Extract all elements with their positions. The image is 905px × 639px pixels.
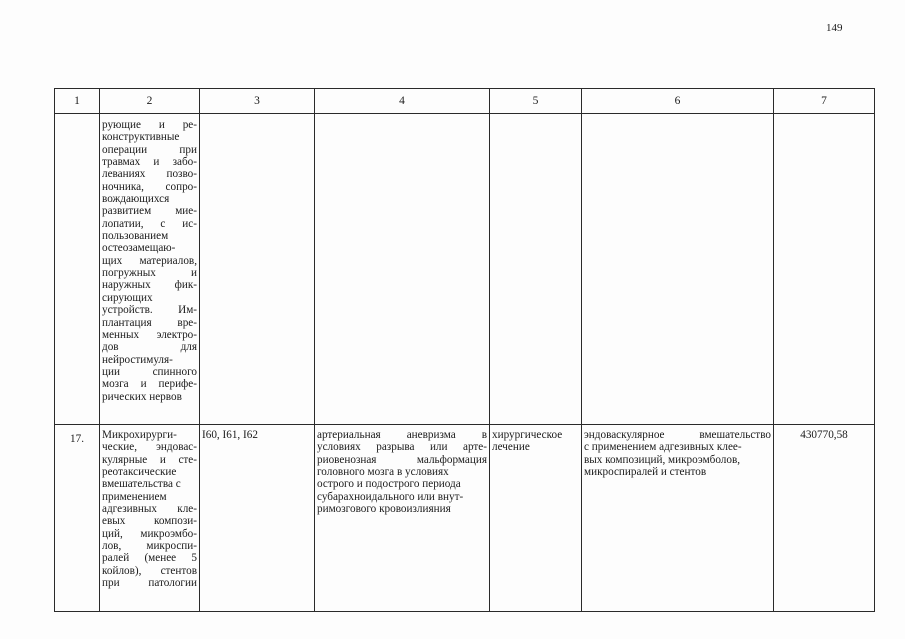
text-line: дов для bbox=[102, 341, 197, 354]
text-line: микроспиралей и стентов bbox=[584, 466, 707, 479]
text-line: ции спинного bbox=[102, 365, 197, 378]
treatment-method-cell bbox=[582, 425, 774, 612]
text-line: применением bbox=[102, 490, 167, 503]
row-number-cell bbox=[55, 114, 100, 425]
text-line: евых компози- bbox=[102, 515, 197, 528]
text-line: развитием мие- bbox=[102, 205, 197, 218]
text-line: щих материалов, bbox=[102, 254, 197, 267]
treatment-type-cell bbox=[490, 425, 582, 612]
text-line: погружных и bbox=[102, 267, 197, 280]
text-line: койлов), стентов bbox=[102, 564, 197, 577]
intervention-description-cell bbox=[100, 114, 200, 425]
text-line: лечение bbox=[492, 441, 530, 454]
column-number-4: 4 bbox=[315, 89, 490, 114]
table-header-row bbox=[55, 89, 875, 114]
table-row-17 bbox=[55, 425, 875, 612]
text-line: артериальная аневризма в bbox=[317, 429, 487, 441]
page-number: 149 bbox=[826, 22, 843, 34]
text-line: операции при bbox=[102, 143, 197, 156]
text-line: эндоваскулярное вмешательство bbox=[584, 429, 771, 441]
text-line: острого и подострого периода bbox=[317, 478, 461, 491]
text-line: адгезивных кле- bbox=[102, 503, 197, 516]
text-line: при патологии bbox=[102, 577, 197, 590]
text-line: кулярные и сте- bbox=[102, 453, 197, 466]
text-line: нейростимуля- bbox=[102, 353, 173, 366]
text-line: субарахноидального или внут- bbox=[317, 490, 464, 503]
text-line: плантация вре- bbox=[102, 316, 197, 329]
cost-cell bbox=[774, 114, 875, 425]
text-line: лопатии, с ис- bbox=[102, 217, 197, 230]
text-line: остеозамещаю- bbox=[102, 242, 176, 255]
column-number-7: 7 bbox=[774, 89, 875, 114]
intervention-description-cell bbox=[100, 425, 200, 612]
text-line: рических нервов bbox=[102, 390, 182, 403]
text-line: леваниях позво- bbox=[102, 168, 197, 181]
text-line: вмешательства с bbox=[102, 478, 181, 491]
diagnosis-codes-cell bbox=[200, 114, 315, 425]
text-line: ночника, сопро- bbox=[102, 180, 197, 193]
text-line: менных электро- bbox=[102, 328, 197, 341]
row-number-cell: 17. bbox=[55, 425, 100, 612]
text-line: лов, микроспи- bbox=[102, 540, 197, 553]
text-line: травмах и забо- bbox=[102, 156, 197, 169]
text-line: римозгового кровоизлияния bbox=[317, 503, 451, 516]
text-line: ралей (менее 5 bbox=[102, 552, 197, 565]
text-line: наружных фик- bbox=[102, 279, 197, 292]
column-number-5: 5 bbox=[490, 89, 582, 114]
treatment-type-cell bbox=[490, 114, 582, 425]
column-number-6: 6 bbox=[582, 89, 774, 114]
text-line: сирующих bbox=[102, 291, 153, 304]
text-line: рующие и ре- bbox=[102, 119, 197, 131]
diagnosis-codes-cell: I60, I61, I62 bbox=[200, 425, 315, 612]
text-line: ческие, эндовас- bbox=[102, 441, 197, 454]
treatment-method-cell bbox=[582, 114, 774, 425]
text-line: устройств. Им- bbox=[102, 304, 197, 317]
text-line: реотаксические bbox=[102, 466, 177, 479]
text-line: риовенозная мальформация bbox=[317, 453, 487, 466]
medical-services-table bbox=[54, 88, 875, 612]
text-line: с применением адгезивных клее- bbox=[584, 441, 742, 454]
text-line: Микрохирурги- bbox=[102, 429, 177, 441]
column-number-1: 1 bbox=[55, 89, 100, 114]
text-line: пользованием bbox=[102, 230, 169, 243]
text-line: конструктивные bbox=[102, 131, 180, 144]
patient-model-cell bbox=[315, 425, 490, 612]
patient-model-cell bbox=[315, 114, 490, 425]
text-line: головного мозга в условиях bbox=[317, 466, 449, 479]
text-line: хирургическое bbox=[492, 429, 563, 441]
column-number-2: 2 bbox=[100, 89, 200, 114]
text-line: вождающихся bbox=[102, 193, 170, 206]
text-line: вых композиций, микроэмболов, bbox=[584, 453, 741, 466]
column-number-3: 3 bbox=[200, 89, 315, 114]
table-row-continuation bbox=[55, 114, 875, 425]
text-line: мозга и перифе- bbox=[102, 378, 197, 391]
text-line: условиях разрыва или арте- bbox=[317, 441, 487, 454]
cost-cell: 430770,58 bbox=[774, 425, 875, 612]
text-line: ций, микроэмбо- bbox=[102, 527, 197, 540]
